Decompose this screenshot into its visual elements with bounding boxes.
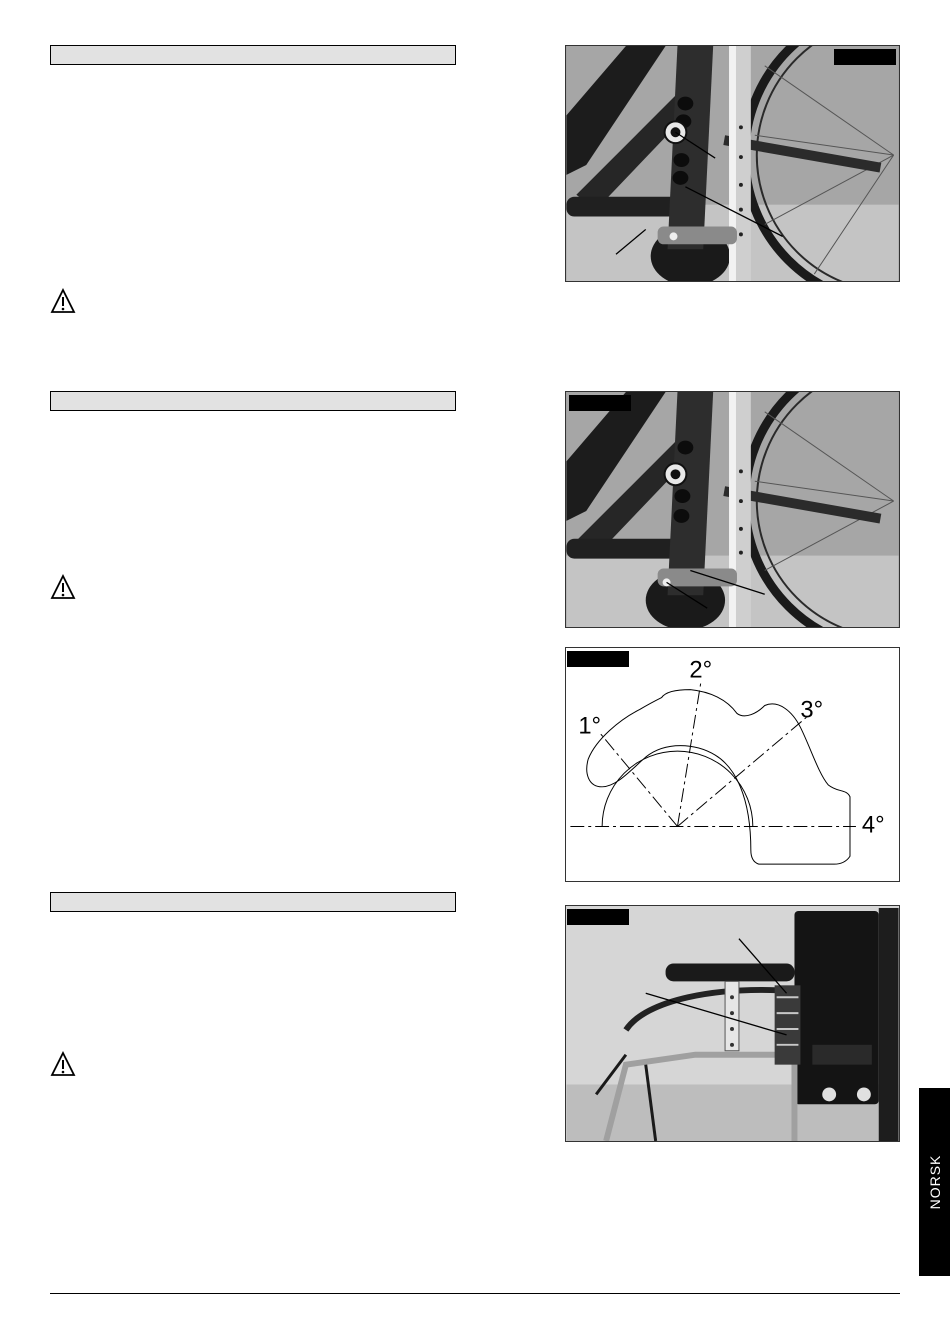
section-heading-bar-1 [50,45,456,65]
section-heading-bar-3 [50,892,456,912]
language-tab-label: NORSK [926,1154,943,1210]
footer-rule [50,1293,900,1294]
caster-angle-diagram [565,647,900,882]
photo-caster-angle-adjustment [565,391,900,628]
warning-triangle-icon [50,574,76,600]
angle-label-3: 3° [800,696,824,724]
angle-label-2: 2° [689,656,713,684]
figure-number-label [569,395,631,411]
warning-triangle-icon [50,288,76,314]
section-heading-bar-2 [50,391,456,411]
warning-triangle-icon [50,1051,76,1077]
angle-label-4: 4° [861,811,885,839]
figure-number-label [567,651,629,667]
figure-number-label [834,49,896,65]
photo-armrest-adjustment [565,905,900,1142]
figure-number-label [567,909,629,925]
language-tab [919,1088,950,1276]
photo-caster-fork-adjustment [565,45,900,282]
angle-label-1: 1° [578,712,602,740]
